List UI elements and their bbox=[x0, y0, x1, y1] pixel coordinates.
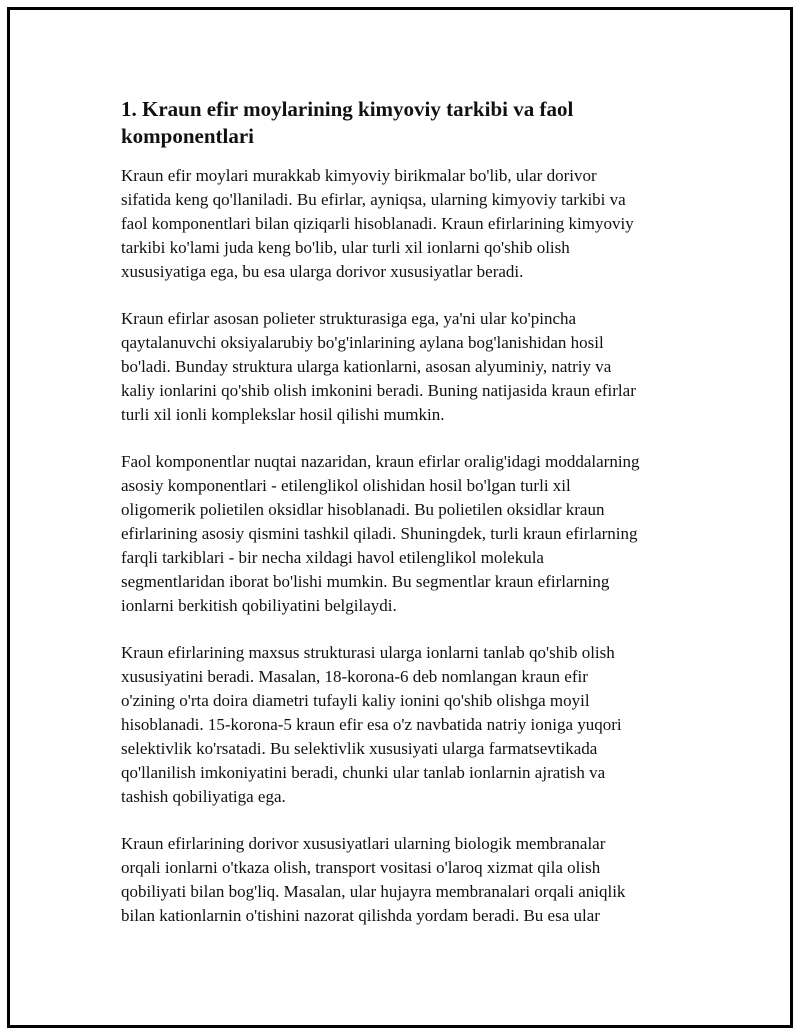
text-line: efirlarining asosiy qismini tashkil qiladi. Shuningdek, turli kraun efirlarning bbox=[121, 524, 638, 543]
text-line: selektivlik ko'rsatadi. Bu selektivlik xususiyati ularga farmatsevtikada bbox=[121, 739, 598, 758]
text-line: Kraun efirlar asosan polieter strukturasiga ega, ya'ni ular ko'pincha bbox=[121, 309, 577, 328]
document-content bbox=[121, 96, 696, 951]
text-line: xususiyatini beradi. Masalan, 18-korona-6 deb nomlangan kraun efir bbox=[121, 667, 588, 686]
text-line: qo'llanilish imkoniyatini beradi, chunki ular tanlab ionlarnin ajratish va bbox=[121, 763, 606, 782]
text-line: segmentlaridan iborat bo'lishi mumkin. Bu segmentlar kraun efirlarning bbox=[121, 572, 610, 591]
paragraph-2 bbox=[121, 307, 696, 427]
text-line: bilan kationlarnin o'tishini nazorat qilishda yordam beradi. Bu esa ular bbox=[121, 906, 600, 925]
text-line: asosiy komponentlari - etilenglikol olishidan hosil bo'lgan turli xil bbox=[121, 476, 571, 495]
text-line: tarkibi ko'lami juda keng bo'lib, ular turli xil ionlarni qo'shib olish bbox=[121, 238, 570, 257]
section-title bbox=[121, 96, 696, 150]
text-line: Kraun efir moylari murakkab kimyoviy birikmalar bo'lib, ular dorivor bbox=[121, 166, 597, 185]
text-line: qobiliyati bilan bog'liq. Masalan, ular hujayra membranalari orqali aniqlik bbox=[121, 882, 626, 901]
text-line: hisoblanadi. 15-korona-5 kraun efir esa o'z navbatida natriy ioniga yuqori bbox=[121, 715, 622, 734]
text-line: ionlarni berkitish qobiliyatini belgilaydi. bbox=[121, 596, 397, 615]
text-line: orqali ionlarni o'tkaza olish, transport vositasi o'laroq xizmat qila olish bbox=[121, 858, 601, 877]
section-title-line: komponentlari bbox=[121, 124, 255, 148]
text-line: xususiyatiga ega, bu esa ularga dorivor xususiyatlar beradi. bbox=[121, 262, 524, 281]
text-line: Faol komponentlar nuqtai nazaridan, kraun efirlar oralig'idagi moddalarning bbox=[121, 452, 640, 471]
text-line: tashish qobiliyatiga ega. bbox=[121, 787, 286, 806]
text-line: o'zining o'rta doira diametri tufayli kaliy ionini qo'shib olishga moyil bbox=[121, 691, 590, 710]
paragraph-1 bbox=[121, 164, 696, 284]
text-line: oligomerik polietilen oksidlar hisoblanadi. Bu polietilen oksidlar kraun bbox=[121, 500, 605, 519]
text-line: farqli tarkiblari - bir necha xildagi havol etilenglikol molekula bbox=[121, 548, 544, 567]
document-page bbox=[7, 7, 793, 1028]
text-line: bo'ladi. Bunday struktura ularga kationlarni, asosan alyuminiy, natriy va bbox=[121, 357, 612, 376]
text-line: turli xil ionli komplekslar hosil qilishi mumkin. bbox=[121, 405, 445, 424]
text-line: Kraun efirlarining dorivor xususiyatlari ularning biologik membranalar bbox=[121, 834, 606, 853]
text-line: Kraun efirlarining maxsus strukturasi ularga ionlarni tanlab qo'shib olish bbox=[121, 643, 615, 662]
text-line: faol komponentlari bilan qiziqarli hisoblanadi. Kraun efirlarining kimyoviy bbox=[121, 214, 634, 233]
section-title-line: 1. Kraun efir moylarining kimyoviy tarkibi va faol bbox=[121, 97, 574, 121]
paragraph-4 bbox=[121, 641, 696, 809]
paragraph-5 bbox=[121, 832, 696, 928]
text-line: qaytalanuvchi oksiyalarubiy bo'g'inlarining aylana bog'lanishidan hosil bbox=[121, 333, 604, 352]
text-line: kaliy ionlarini qo'shib olish imkonini beradi. Buning natijasida kraun efirlar bbox=[121, 381, 636, 400]
paragraph-3 bbox=[121, 450, 696, 618]
text-line: sifatida keng qo'llaniladi. Bu efirlar, ayniqsa, ularning kimyoviy tarkibi va bbox=[121, 190, 626, 209]
